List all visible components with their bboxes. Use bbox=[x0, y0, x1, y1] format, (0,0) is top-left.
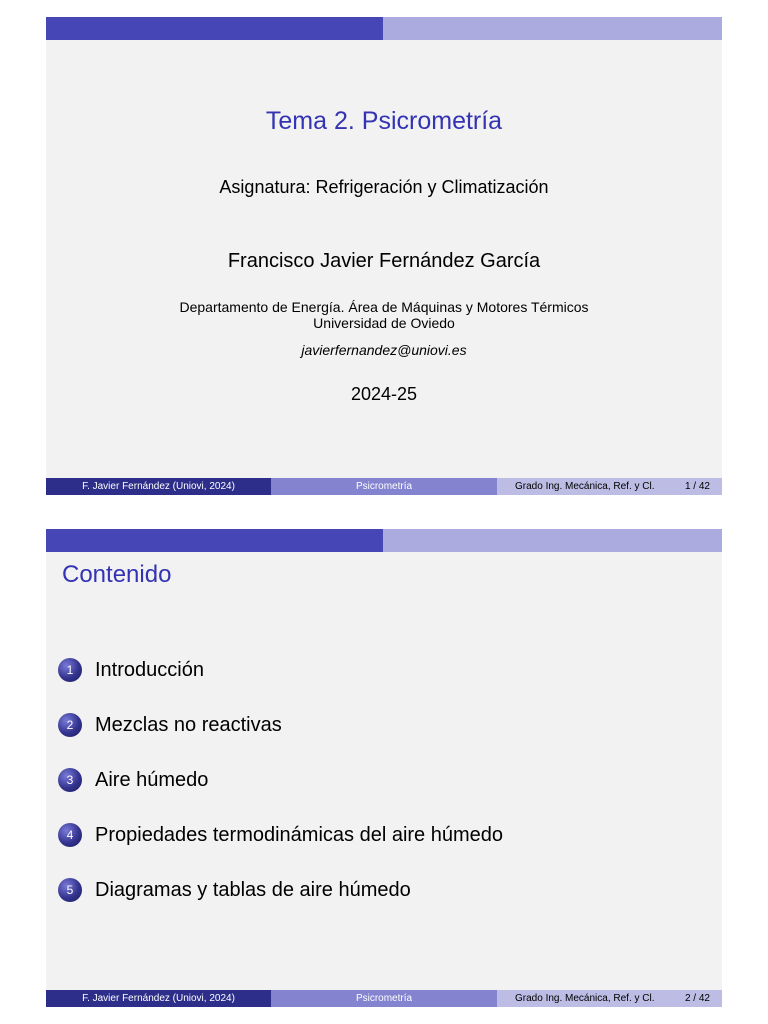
frame-title: Contenido bbox=[62, 561, 172, 588]
footer-bar bbox=[46, 478, 722, 495]
footer-course-section bbox=[497, 990, 722, 1007]
subject-line: Asignatura: Refrigeración y Climatización bbox=[219, 177, 549, 197]
department: Departamento de Energía. Área de Máquinas y Motores Térmicos bbox=[179, 299, 589, 315]
footer-page-number: 2 / 42 bbox=[684, 993, 710, 1004]
footer-course: Grado Ing. Mecánica, Ref. y Cl. bbox=[515, 993, 655, 1004]
toc-item-label: Diagramas y tablas de aire húmedo bbox=[95, 879, 411, 901]
author-name: Francisco Javier Fernández García bbox=[227, 250, 541, 272]
presentation-title: Tema 2. Psicrometría bbox=[265, 107, 503, 135]
section-number-ball: 2 bbox=[58, 713, 82, 737]
title-slide bbox=[46, 17, 722, 495]
toc-item-label: Propiedades termodinámicas del aire húmedo bbox=[95, 824, 504, 846]
toc-item-label: Introducción bbox=[95, 659, 204, 681]
university: Universidad de Oviedo bbox=[313, 315, 455, 331]
toc-item-label: Aire húmedo bbox=[95, 769, 209, 791]
footer-bar bbox=[46, 990, 722, 1007]
footer-author: F. Javier Fernández (Uniovi, 2024) bbox=[46, 478, 271, 495]
header-bar-right bbox=[383, 17, 722, 40]
header-bar bbox=[46, 17, 722, 40]
footer-course: Grado Ing. Mecánica, Ref. y Cl. bbox=[515, 481, 655, 492]
footer-topic: Psicrometría bbox=[271, 990, 497, 1007]
contents-slide bbox=[46, 529, 722, 1007]
author-email: javierfernandez@uniovi.es bbox=[301, 342, 467, 358]
academic-year: 2024-25 bbox=[350, 384, 418, 404]
header-bar-right bbox=[383, 529, 722, 552]
section-number-ball: 1 bbox=[58, 658, 82, 682]
header-bar-left bbox=[46, 529, 383, 552]
header-bar bbox=[46, 529, 722, 552]
footer-page-number: 1 / 42 bbox=[684, 481, 710, 492]
footer-course-section bbox=[497, 478, 722, 495]
footer-topic: Psicrometría bbox=[271, 478, 497, 495]
footer-author: F. Javier Fernández (Uniovi, 2024) bbox=[46, 990, 271, 1007]
section-number-ball: 5 bbox=[58, 878, 82, 902]
header-bar-left bbox=[46, 17, 383, 40]
section-number-ball: 4 bbox=[58, 823, 82, 847]
section-number-ball: 3 bbox=[58, 768, 82, 792]
toc-item-label: Mezclas no reactivas bbox=[95, 714, 282, 736]
